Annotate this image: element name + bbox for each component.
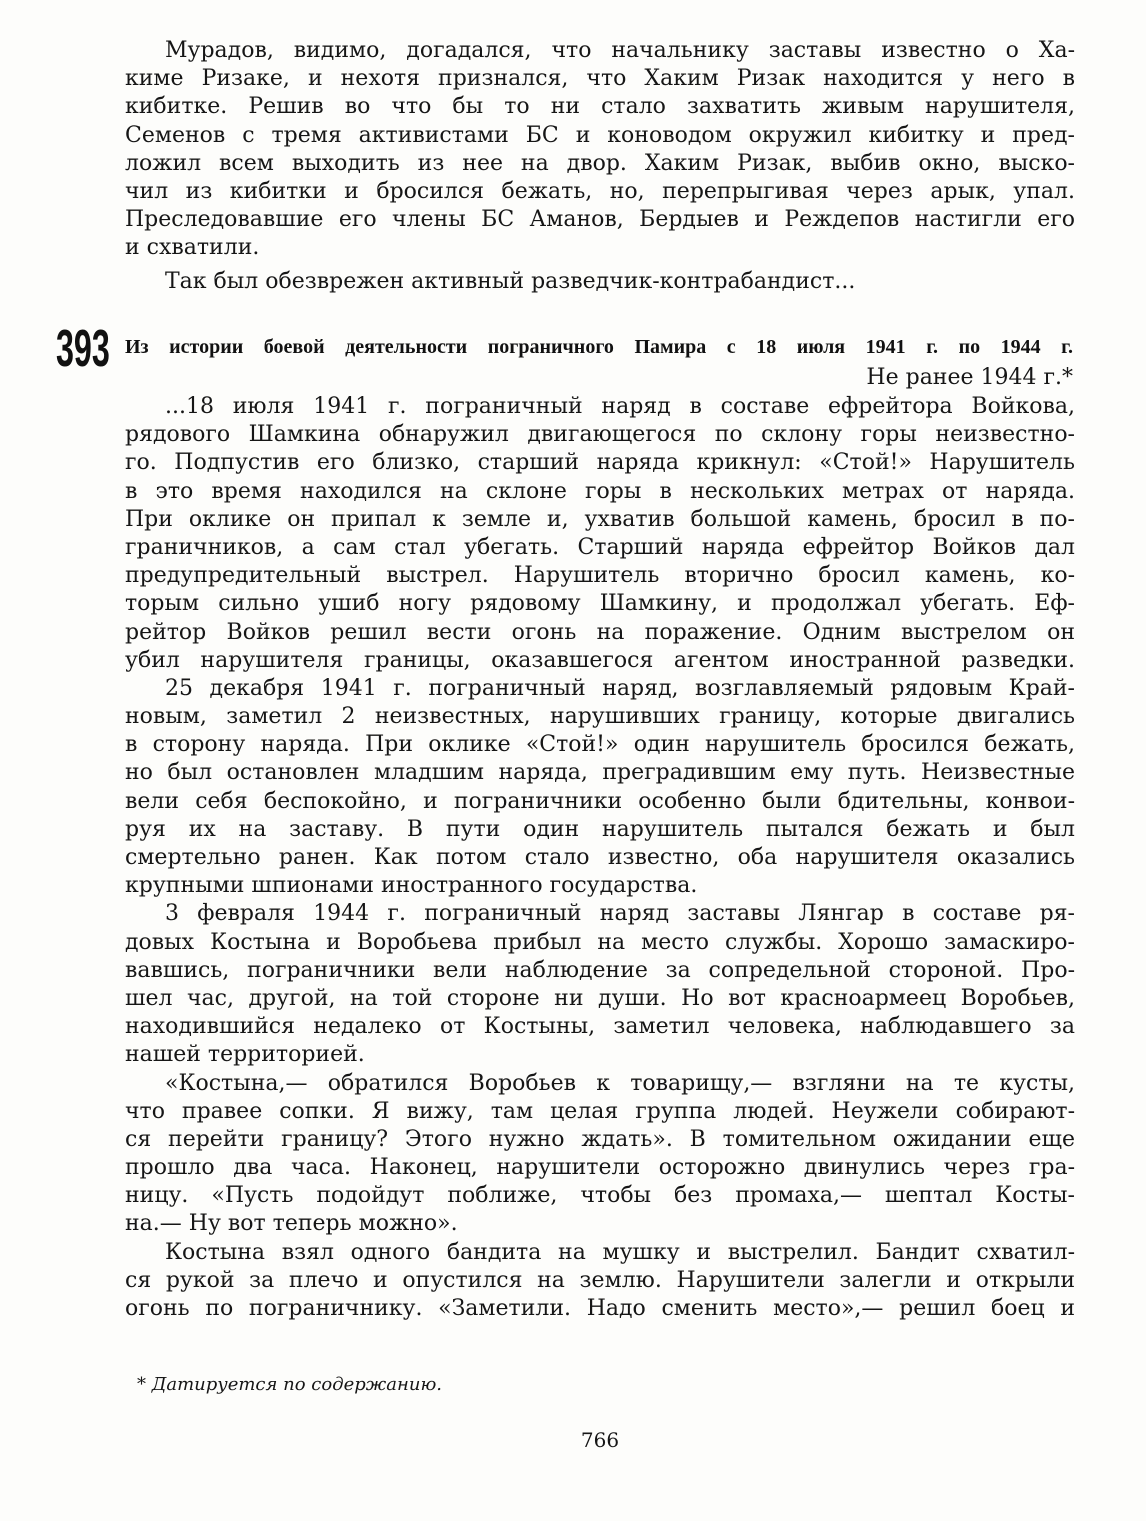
text-line: ся перейти границу? Этого нужно ждать». В томительном ожидании еще — [125, 1126, 1075, 1152]
text-line: предупредительный выстрел. Нарушитель вторично бросил камень, ко- — [125, 563, 1075, 589]
text-line: чил из кибитки и бросился бежать, но, перепрыгивая через арык, упал. — [125, 178, 1075, 204]
paragraph — [125, 393, 1075, 675]
text-line: и схватили. — [125, 235, 260, 261]
previous-document-text — [125, 37, 1075, 296]
text-line: ...18 июля 1941 г. пограничный наряд в составе ефрейтора Войкова, — [165, 394, 1075, 419]
footnote: * Датируется по содержанию. — [137, 1374, 443, 1395]
paragraph — [125, 37, 1075, 263]
text-line: находившийся недалеко от Костыны, заметил человека, наблюдавшего за — [125, 1014, 1075, 1040]
document-number: 393 — [56, 320, 110, 378]
text-line: 25 декабря 1941 г. пограничный наряд, возглавляемый рядовым Край- — [165, 675, 1075, 701]
text-line: торым сильно ушиб ногу рядовому Шамкину, и продолжал убегать. Еф- — [125, 591, 1075, 617]
text-line: Мурадов, видимо, догадался, что начальнику заставы известно о Ха- — [165, 38, 1075, 63]
text-line: ся рукой за плечо и опустился на землю. Нарушители залегли и открыли — [125, 1267, 1075, 1293]
text-line: нашей территорией. — [125, 1042, 365, 1068]
text-line: смертельно ранен. Как потом стало известно, оба нарушителя оказались — [125, 845, 1075, 870]
document-title: Из истории боевой деятельности пограничного Памира с 18 июля 1941 г. по 1944 г. — [125, 336, 1073, 358]
paragraph — [125, 1070, 1075, 1239]
text-line: огонь по пограничнику. «Заметили. Надо сменить место»,— решил боец и — [125, 1296, 1075, 1321]
text-line: новым, заметил 2 неизвестных, нарушивших границу, которые двигались — [125, 704, 1075, 730]
text-line: на.— Ну вот теперь можно». — [125, 1211, 458, 1237]
text-line: руя их на заставу. В пути один нарушитель пытался бежать и был — [125, 816, 1075, 842]
text-line: прошло два часа. Наконец, нарушители осторожно двинулись через гра- — [125, 1155, 1075, 1181]
text-line: ницу. «Пусть подойдут поближе, чтобы без промаха,— шептал Косты- — [125, 1183, 1075, 1209]
text-line: убил нарушителя границы, оказавшегося агентом иностранной разведки. — [125, 647, 1075, 673]
text-line: довых Костына и Воробьева прибыл на место службы. Хорошо замаскиро- — [125, 929, 1075, 955]
text-line: крупными шпионами иностранного государства. — [125, 873, 698, 899]
text-line: шел час, другой, на той стороне ни души. Но вот красноармеец Воробьев, — [125, 985, 1075, 1011]
paragraph — [125, 675, 1075, 901]
text-line: но был остановлен младшим наряда, преградившим ему путь. Неизвестные — [125, 760, 1075, 786]
text-line: что правее сопки. Я вижу, там целая группа людей. Неужели собирают- — [125, 1098, 1075, 1124]
text-line: граничников, а сам стал убегать. Старший наряда ефрейтор Войков дал — [125, 534, 1075, 560]
page-number: 766 — [580, 1428, 620, 1452]
text-line: вели себя беспокойно, и пограничники особенно были бдительны, конвои- — [125, 788, 1075, 814]
text-line: кибитке. Решив во что бы то ни стало захватить живым нарушителя, — [125, 94, 1075, 120]
text-line: ложил всем выходить из нее на двор. Хаким Ризак, выбив окно, выско- — [125, 150, 1075, 176]
paragraph — [125, 268, 1075, 296]
text-line: При оклике он припал к земле и, ухватив большой камень, бросил в по- — [125, 506, 1075, 532]
text-line: Преследовавшие его члены БС Аманов, Бердыев и Реждепов настигли его — [125, 207, 1075, 233]
text-line: 3 февраля 1944 г. пограничный наряд заставы Лянгар в составе ря- — [165, 901, 1075, 927]
document-date: Не ранее 1944 г.* — [866, 365, 1073, 390]
text-line: вавшись, пограничники вели наблюдение за сопредельной стороной. Про- — [125, 957, 1075, 983]
paragraph — [125, 1239, 1075, 1324]
text-line: Так был обезврежен активный разведчик-контрабандист... — [165, 268, 856, 294]
text-line: Костына взял одного бандита на мушку и выстрелил. Бандит схватил- — [165, 1239, 1075, 1265]
text-line: в это время находился на склоне горы в нескольких метрах от наряда. — [125, 478, 1075, 504]
text-line: киме Ризаке, и нехотя признался, что Хаким Ризак находится у него в — [125, 66, 1075, 92]
text-line: рядового Шамкина обнаружил двигающегося по склону горы неизвестно- — [125, 422, 1075, 448]
text-line: в сторону наряда. При оклике «Стой!» один нарушитель бросился бежать, — [125, 732, 1075, 758]
paragraph — [125, 900, 1075, 1069]
document-body — [125, 393, 1075, 1323]
text-line: рейтор Войков решил вести огонь на поражение. Одним выстрелом он — [125, 619, 1075, 645]
text-line: го. Подпустив его близко, старший наряда крикнул: «Стой!» Нарушитель — [125, 450, 1075, 476]
text-line: Семенов с тремя активистами БС и коноводом окружил кибитку и пред- — [125, 122, 1075, 148]
text-line: «Костына,— обратился Воробьев к товарищу,— взгляни на те кусты, — [165, 1070, 1075, 1096]
